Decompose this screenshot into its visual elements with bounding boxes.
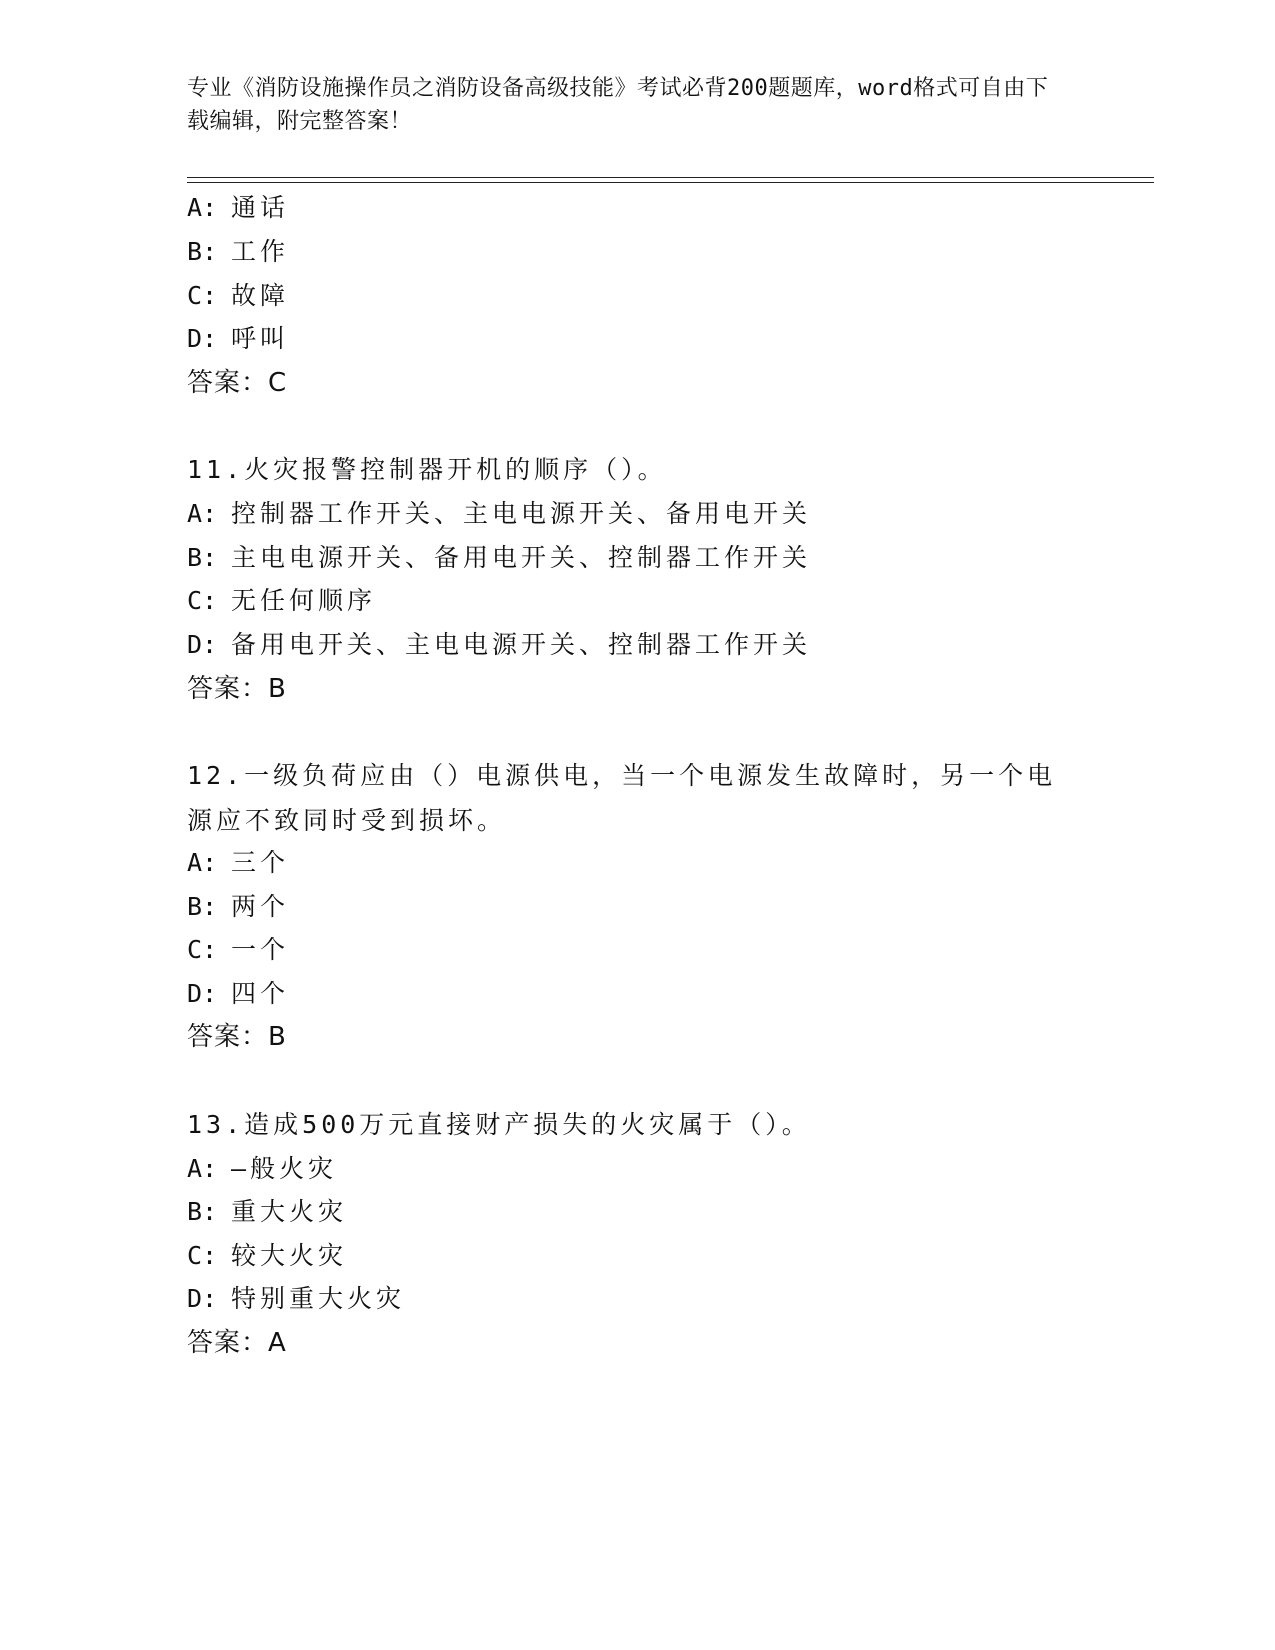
q13-option-b: B: 重大火灾 bbox=[187, 1197, 348, 1226]
q11-stem: 11.火灾报警控制器开机的顺序（）。 bbox=[187, 455, 667, 484]
q10-answer: 答案：C bbox=[187, 368, 288, 398]
q10-option-d: D: 呼叫 bbox=[187, 324, 290, 353]
q10-option-a: A: 通话 bbox=[187, 193, 290, 222]
q12-option-a: A: 三个 bbox=[187, 848, 290, 877]
page-header: 专业《消防设施操作员之消防设备高级技能》考试必背200题题库，word格式可自由下载编辑，附完整答案！ bbox=[187, 76, 1049, 134]
q11-option-a: A: 控制器工作开关、主电电源开关、备用电开关 bbox=[187, 499, 812, 528]
q13-option-c: C: 较大火灾 bbox=[187, 1241, 348, 1270]
q13-option-a: A: —般火灾 bbox=[187, 1154, 338, 1183]
q13-option-d: D: 特别重大火灾 bbox=[187, 1284, 406, 1313]
q12-option-d: D: 四个 bbox=[187, 979, 290, 1008]
q12-option-b: B: 两个 bbox=[187, 892, 290, 921]
q11-answer: 答案：B bbox=[187, 674, 287, 704]
q12-answer: 答案：B bbox=[187, 1022, 287, 1052]
q11-option-c: C: 无任何顺序 bbox=[187, 586, 377, 615]
q10-option-b: B: 工作 bbox=[187, 237, 290, 266]
q12-option-c: C: 一个 bbox=[187, 935, 290, 964]
header-rule-top bbox=[187, 177, 1154, 178]
q13-answer: 答案：A bbox=[187, 1328, 287, 1358]
q12-stem: 12.一级负荷应由（）电源供电，当一个电源发生故障时，另一个电源应不致同时受到损坏。 bbox=[187, 761, 1057, 835]
header-rule-bottom bbox=[187, 182, 1154, 183]
q10-option-c: C: 故障 bbox=[187, 281, 290, 310]
q11-option-d: D: 备用电开关、主电电源开关、控制器工作开关 bbox=[187, 630, 812, 659]
q11-option-b: B: 主电电源开关、备用电开关、控制器工作开关 bbox=[187, 543, 812, 572]
q13-stem: 13.造成500万元直接财产损失的火灾属于（）。 bbox=[187, 1110, 811, 1139]
